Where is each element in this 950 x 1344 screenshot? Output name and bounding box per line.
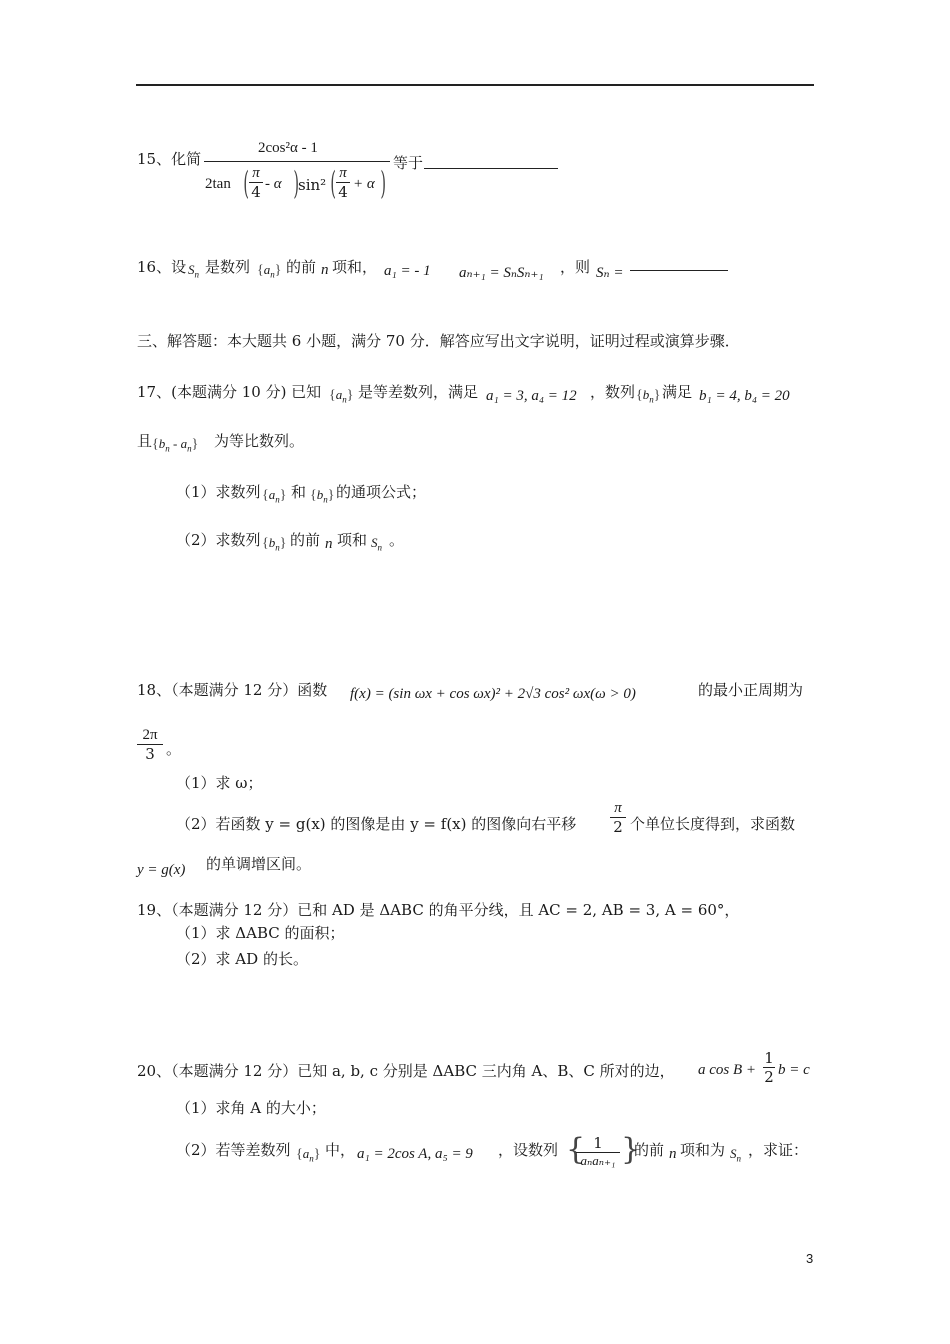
q18-part2-b: 个单位长度得到，求函数: [630, 815, 796, 833]
q15-denominator-prefix: 2tan: [205, 176, 231, 192]
q17-seq-b: $\{b_n\}$: [636, 387, 661, 405]
q16-text-1: 是数列: [205, 258, 251, 276]
q15-label: 15、化简: [137, 150, 202, 168]
q20-label: 20、（本题满分 12 分）已知 a, b, c 分别是 ΔABC 三内角 A、B、C 所对的边，: [137, 1062, 675, 1080]
q18-part1: （1）求 ω；: [176, 774, 263, 792]
q17-part2-c: 项和: [337, 531, 368, 549]
q17-line2-b: 为等比数列。: [214, 432, 305, 450]
pi-symbol: π: [339, 165, 347, 181]
half-denominator: 2: [764, 1068, 774, 1086]
q17-part1-c: 的通项公式；: [336, 483, 427, 501]
q17-part1-seq-b: $\{b_n\}$: [310, 487, 335, 505]
paren-left: (: [243, 164, 250, 202]
q19-part1: （1）求 ΔABC 的面积；: [176, 924, 345, 942]
q15-minus-alpha: - α: [265, 176, 282, 192]
q16-cond-2: aₙ₊₁ = SₙSₙ₊₁: [459, 265, 544, 281]
q20-reciprocal-fraction: [576, 1134, 620, 1169]
q18-shift-fraction: [610, 800, 626, 836]
shift-numerator: π: [614, 800, 622, 816]
q20-eq-b: b = c: [778, 1062, 810, 1078]
q20-part2-a: （2）若等差数列: [176, 1141, 291, 1159]
q20-cond: a₁ = 2cos A, a₅ = 9: [357, 1146, 473, 1162]
q20-seq-a: $\{a_n\}$: [296, 1146, 321, 1164]
q15-answer-blank: [424, 168, 558, 169]
q15-sin-sq: sin²: [298, 176, 327, 194]
q17-part1-a: （1）求数列: [176, 483, 261, 501]
q20-part1: （1）求角 A 的大小；: [176, 1099, 326, 1117]
q17-cond-2: b₁ = 4, b₄ = 20: [699, 388, 790, 404]
q17-part2-d: 。: [389, 531, 405, 549]
q16-answer-blank: [630, 270, 728, 271]
q20-part2-c: ，设数列: [498, 1141, 559, 1159]
brace-right: }: [621, 1132, 641, 1167]
paren-left: (: [330, 164, 337, 202]
section-3-heading: 三、解答题：本大题共 6 小题，满分 70 分．解答应写出文字说明，证明过程或演算步骤．: [137, 332, 740, 350]
q18-tail: 的最小正周期为: [698, 681, 804, 699]
q20-part2-b: 中，: [325, 1141, 356, 1159]
pi-symbol: π: [252, 165, 260, 181]
q20-s-n: $S_n$: [730, 1146, 741, 1164]
frac-denominator: 4: [336, 182, 350, 201]
half-numerator: 1: [764, 1049, 774, 1067]
q16-n: n: [321, 262, 329, 278]
q17-part2-seq-b: $\{b_n\}$: [262, 535, 287, 553]
q16-seq-a: $\{a_n\}$: [257, 262, 282, 280]
q20-part2-e: 项和为: [680, 1141, 726, 1159]
header-rule: [136, 84, 814, 86]
q16-text-2: 的前: [286, 258, 317, 276]
q17-cond-1: a₁ = 3, a₄ = 12: [486, 388, 577, 404]
q17-s-n: $S_n$: [371, 535, 382, 553]
q20-part2-f: ，求证：: [748, 1141, 809, 1159]
q15-numerator: 2cos²α - 1: [258, 140, 318, 156]
q19-part2: （2）求 AD 的长。: [176, 950, 308, 968]
paren-right: ): [293, 164, 300, 202]
q17-seq-a: $\{a_n\}$: [329, 387, 354, 405]
q17-part1-seq-a: $\{a_n\}$: [262, 487, 287, 505]
reciprocal-numerator: 1: [593, 1134, 603, 1152]
q17-part2-b: 的前: [290, 531, 321, 549]
q17-text-2: ，数列: [590, 383, 636, 401]
period-numerator: 2π: [142, 727, 158, 743]
shift-denominator: 2: [610, 817, 626, 836]
paren-right: ): [380, 164, 387, 202]
q20-part2-d: 的前: [634, 1141, 665, 1159]
period-denominator: 3: [137, 744, 163, 763]
q19-label: 19、（本题满分 12 分）已和 AD 是 ΔABC 的角平分线，且 AC = 2, AB = 3, A = 60°，: [137, 901, 740, 919]
q18-label: 18、（本题满分 12 分）函数: [137, 681, 328, 699]
q20-n: n: [669, 1146, 677, 1162]
q17-n: n: [325, 536, 333, 552]
brace-left: {: [566, 1132, 586, 1167]
q18-period-tail: 。: [166, 740, 182, 758]
reciprocal-denominator: aₙaₙ₊₁: [576, 1152, 620, 1169]
q17-line2-a: 且: [137, 432, 153, 450]
q16-sn-eq: Sₙ =: [596, 265, 624, 281]
q15-fraction-bar: [204, 161, 390, 162]
q18-period-fraction: [137, 727, 163, 763]
q18-formula: f(x) = (sin ωx + cos ωx)² + 2√3 cos² ωx(ω > 0): [350, 686, 636, 702]
page-number: 3: [806, 1251, 814, 1266]
q18-part2-c: y = g(x): [137, 862, 186, 878]
q17-label: 17、(本题满分 10 分) 已知: [137, 383, 322, 401]
q15-inner-fraction-2: [336, 165, 350, 201]
frac-denominator: 4: [249, 182, 263, 201]
q17-seq-b-minus-a: $\{b_n - a_n\}$: [152, 436, 199, 454]
q17-part1-b: 和: [291, 483, 307, 501]
q18-part2-a: （2）若函数 y = g(x) 的图像是由 y = f(x) 的图像向右平移: [176, 815, 577, 833]
q20-half-fraction: [763, 1049, 775, 1086]
q16-text-3: 项和，: [332, 258, 378, 276]
q16-label: 16、设: [137, 258, 187, 276]
q17-text-1: 是等差数列，满足: [358, 383, 479, 401]
q17-part2-a: （2）求数列: [176, 531, 261, 549]
q15-plus-alpha: + α: [353, 176, 375, 192]
q16-text-4: ，则: [560, 258, 591, 276]
q20-eq-a: a cos B +: [698, 1062, 757, 1078]
q16-s-n: $S_n$: [188, 262, 199, 280]
q15-tail: 等于: [393, 154, 424, 172]
q16-cond-1: a₁ = - 1: [384, 263, 431, 279]
q17-text-3: 满足: [662, 383, 693, 401]
q18-part2-d: 的单调增区间。: [206, 855, 312, 873]
q15-inner-fraction: [249, 165, 263, 201]
